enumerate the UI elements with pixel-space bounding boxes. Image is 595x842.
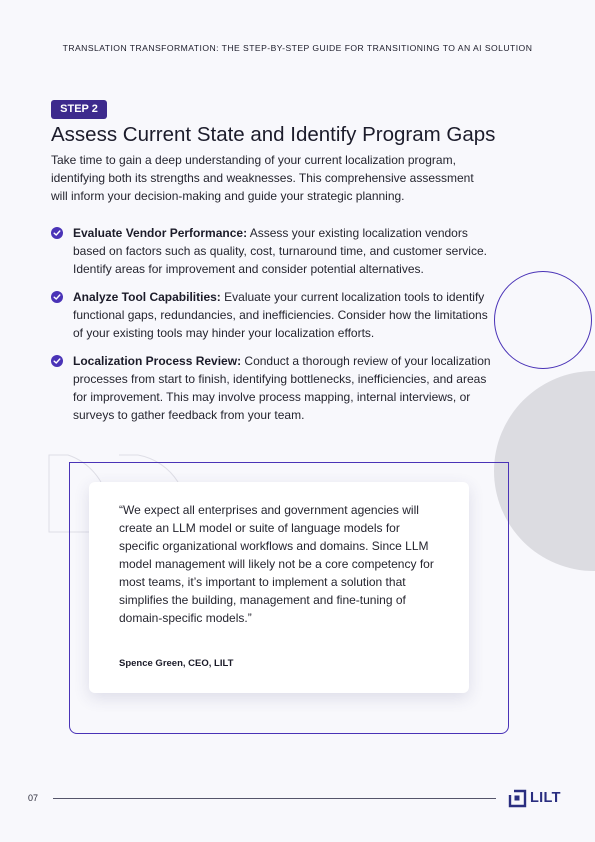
footer-divider xyxy=(53,798,496,799)
intro-paragraph: Take time to gain a deep understanding of your current localization program, identifying both its strengths and weaknesses. This comprehensive assessment will inform your decision-making and guide your strategic planning. xyxy=(51,153,474,203)
bullet-text: Conduct a thorough review of your localization processes from start to finish, identifying bottlenecks, inefficiencies, and areas for improvement. This may involve process mapping, internal interviews, or surveys to gather feedback from your team. xyxy=(73,354,491,422)
running-header: TRANSLATION TRANSFORMATION: THE STEP-BY-STEP GUIDE FOR TRANSITIONING TO AN AI SOLUTION xyxy=(62,43,533,53)
bullet-item xyxy=(51,352,501,424)
bullet-heading: Analyze Tool Capabilities: xyxy=(73,290,221,304)
bullet-heading: Localization Process Review: xyxy=(73,354,242,368)
bullet-item xyxy=(51,224,501,278)
bullet-text: Assess your existing localization vendors based on factors such as quality, cost, turnaround time, and customer service. Identify areas for improvement and consider potential alternatives. xyxy=(73,226,487,276)
lilt-logo-icon xyxy=(508,789,527,808)
logo-text: LILT xyxy=(530,790,561,806)
check-circle-icon xyxy=(51,291,63,303)
bullet-heading: Evaluate Vendor Performance: xyxy=(73,226,248,240)
check-circle-icon xyxy=(51,227,63,239)
bullet-list xyxy=(51,224,501,424)
decorative-half-circle xyxy=(494,371,595,571)
check-circle-icon xyxy=(51,355,63,367)
bullet-text: Evaluate your current localization tools to identify functional gaps, redundancies, and inefficiencies. Consider how the limitations of your existing tools may hinder your localization efforts. xyxy=(73,290,488,340)
bullet-item xyxy=(51,288,501,342)
quote-attribution: Spence Green, CEO, LILT xyxy=(119,658,234,669)
step-badge: STEP 2 xyxy=(51,100,107,119)
section-title: Assess Current State and Identify Program Gaps xyxy=(51,123,496,146)
decorative-circle xyxy=(494,271,592,369)
quote-text: “We expect all enterprises and government agencies will create an LLM model or suite of language models for specific organizational workflows and domains. Since LLM model management will likely not be a core competency for most teams, it’s important to implement a solution that simplifies the building, management and fine-tuning of domain-specific models.” xyxy=(119,503,434,625)
page-number: 07 xyxy=(28,793,39,803)
